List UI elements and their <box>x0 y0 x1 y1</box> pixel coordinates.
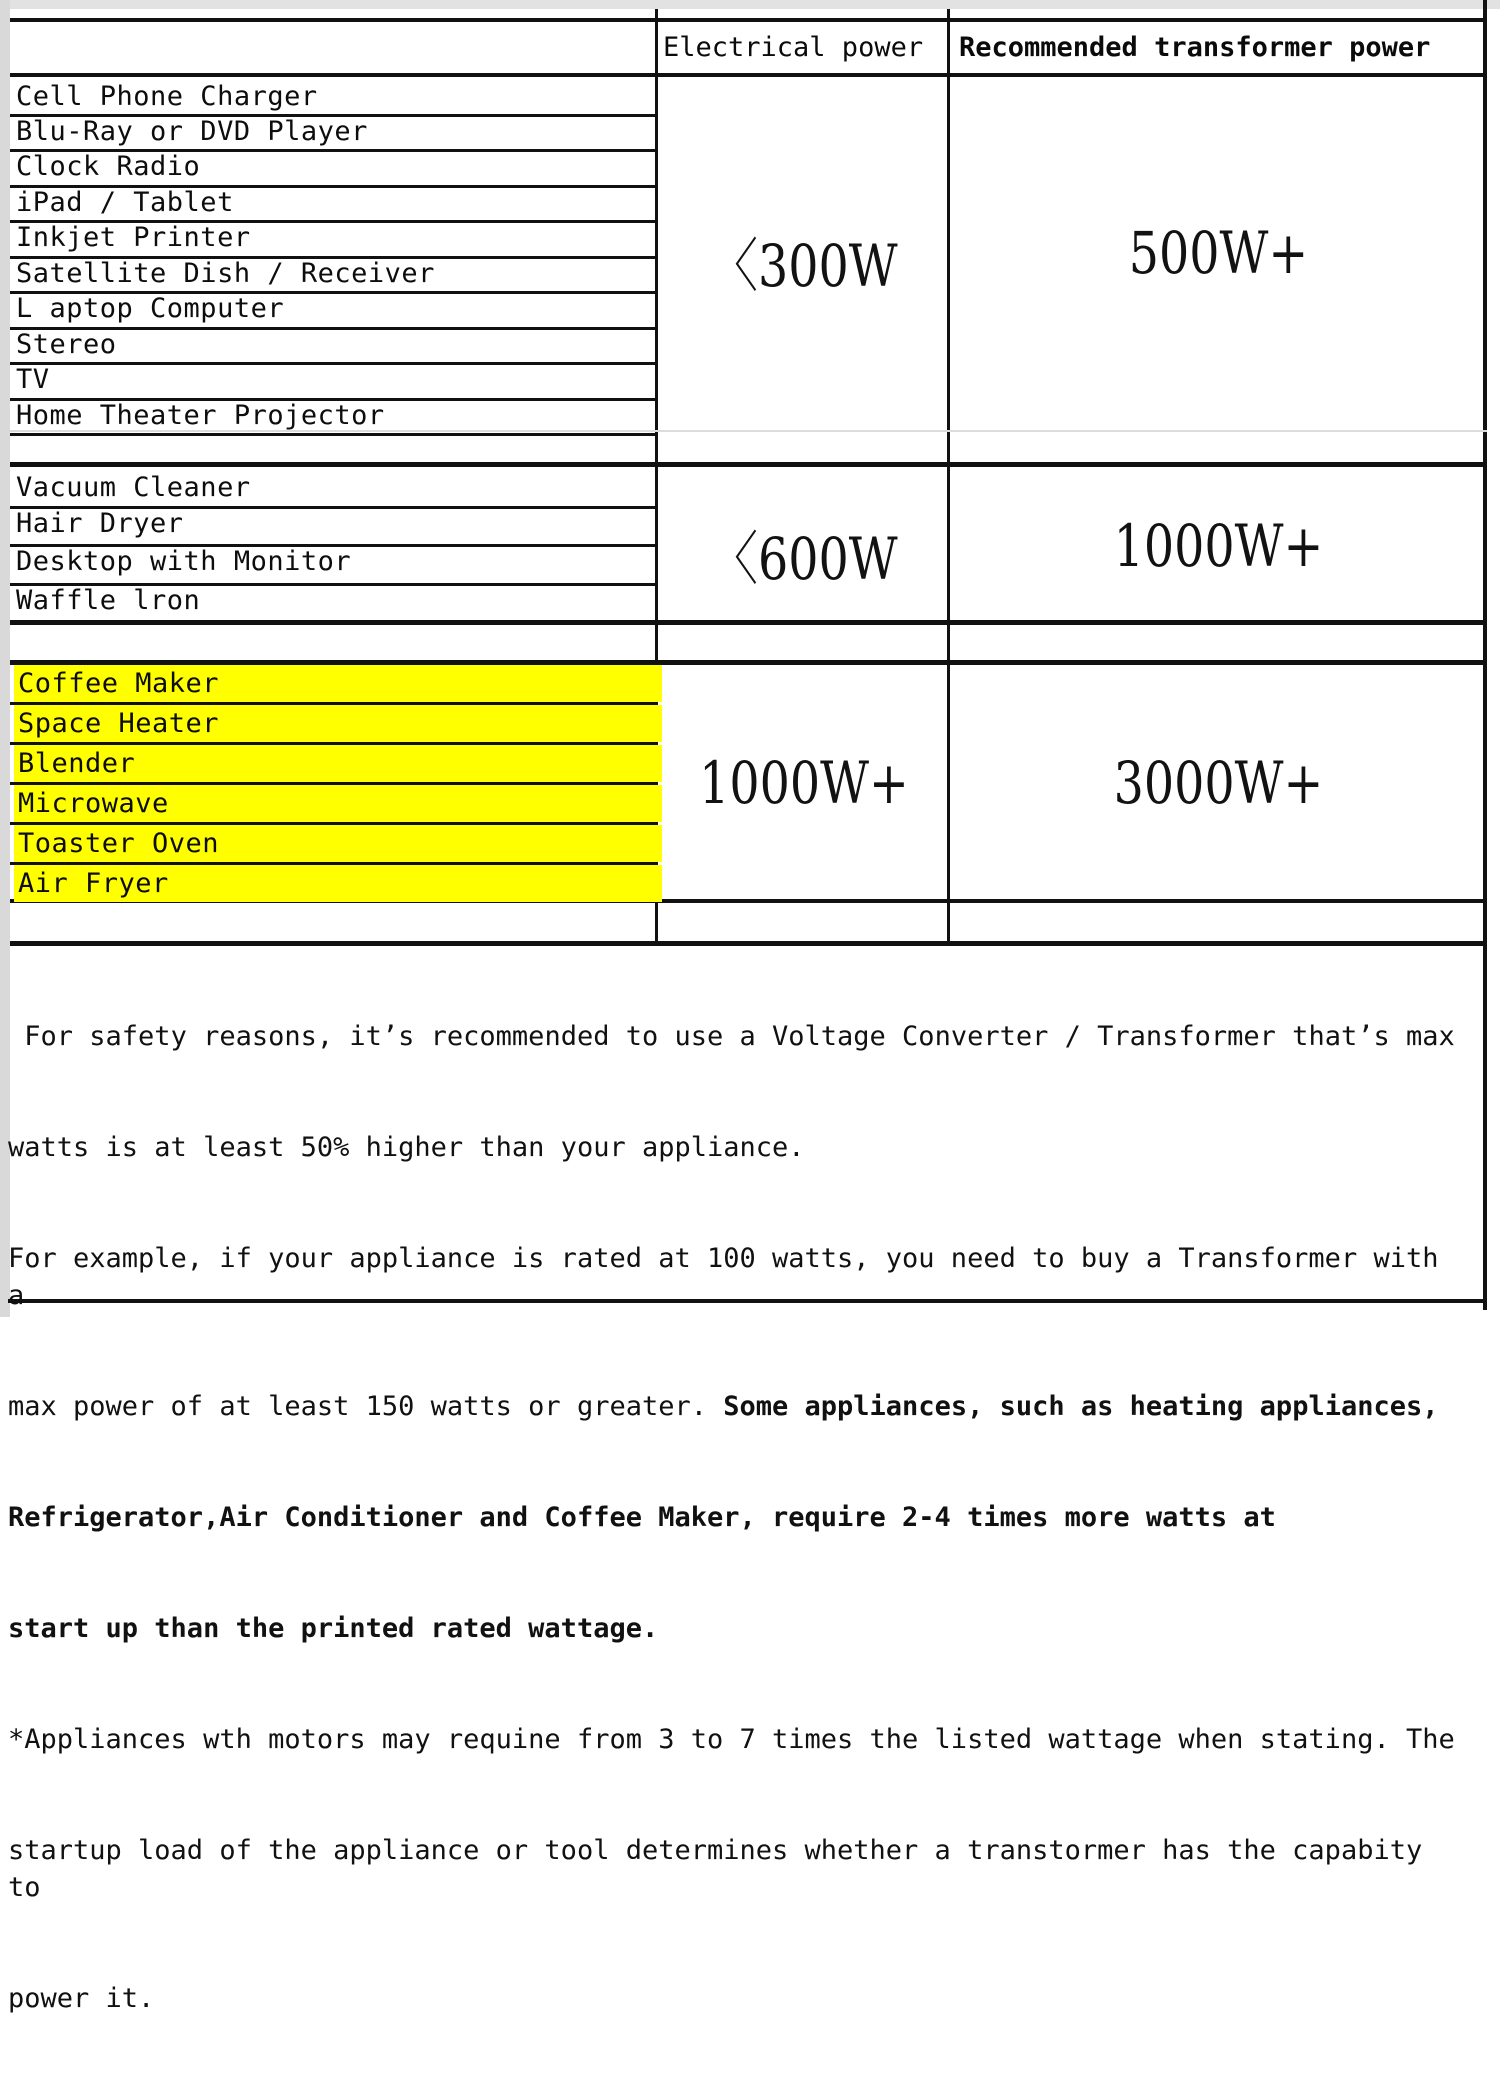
note-line-8: startup load of the appliance or tool determines whether a transtormer has the capabity to <box>8 1835 1439 1903</box>
group-2-bottom-rule <box>10 620 1487 625</box>
appliance-row-highlighted: Toaster Oven <box>14 825 662 862</box>
group-1-bottom-rule <box>10 462 1487 467</box>
safety-note <box>8 944 1470 2091</box>
appliance-row-rule <box>10 433 655 436</box>
header-recommended-transformer-power: Recommended transformer power <box>959 32 1431 63</box>
note-line-4-plain: max power of at least 150 watts or greater. <box>8 1391 724 1422</box>
recommended-transformer-power-value: 3000W+ <box>1113 749 1324 817</box>
appliance-row: Hair Dryer <box>16 508 184 539</box>
recommended-transformer-power-value: 1000W+ <box>1113 512 1324 580</box>
column-divider-2 <box>947 9 950 945</box>
appliance-row-highlighted: Space Heater <box>14 705 662 742</box>
appliance-row: Home Theater Projector <box>16 400 385 431</box>
appliance-row: Cell Phone Charger <box>16 81 318 112</box>
page-frame-top <box>0 0 1500 9</box>
appliance-row: Waffle lron <box>16 585 201 616</box>
note-line-3: For example, if your appliance is rated at 100 watts, you need to buy a Transformer with a <box>8 1243 1455 1311</box>
electrical-power-value: 1000W+ <box>699 749 909 817</box>
note-line-2: watts is at least 50% higher than your appliance. <box>8 1132 805 1163</box>
note-line-9: power it. <box>8 1983 155 2014</box>
header-electrical-power: Electrical power <box>663 32 924 63</box>
appliance-row: Vacuum Cleaner <box>16 472 251 503</box>
appliance-row: Blu-Ray or DVD Player <box>16 116 368 147</box>
note-line-4 <box>8 1388 1470 1425</box>
appliance-row: Satellite Dish / Receiver <box>16 258 435 289</box>
appliance-row: Stereo <box>16 329 117 360</box>
recommended-transformer-power-value: 500W+ <box>1128 219 1309 287</box>
electrical-power-value: 〈600W <box>710 525 898 593</box>
table-top-rule <box>10 18 1487 22</box>
appliance-row: Clock Radio <box>16 151 201 182</box>
note-line-6: start up than the printed rated wattage. <box>8 1613 659 1644</box>
appliance-row: L aptop Computer <box>16 293 285 324</box>
note-line-4-bold: Some appliances, such as heating appliances, <box>723 1391 1439 1422</box>
electrical-power-value: 〈300W <box>710 232 898 300</box>
appliance-row-highlighted: Air Fryer <box>14 865 662 902</box>
note-line-7: *Appliances wth motors may requine from 3 to 7 times the listed wattage when stating. The <box>8 1724 1455 1755</box>
appliance-row-highlighted: Blender <box>14 745 662 782</box>
note-line-1: For safety reasons, it’s recommended to use a Voltage Converter / Transformer that’s max <box>8 1021 1455 1052</box>
appliance-row: TV <box>16 364 50 395</box>
appliance-row-highlighted: Coffee Maker <box>14 665 662 702</box>
appliance-row: iPad / Tablet <box>16 187 234 218</box>
appliance-row-highlighted: Microwave <box>14 785 662 822</box>
note-line-5: Refrigerator,Air Conditioner and Coffee Maker, require 2-4 times more watts at <box>8 1502 1276 1533</box>
appliance-row: Inkjet Printer <box>16 222 251 253</box>
appliance-row: Desktop with Monitor <box>16 546 352 577</box>
header-bottom-rule <box>10 73 1487 77</box>
